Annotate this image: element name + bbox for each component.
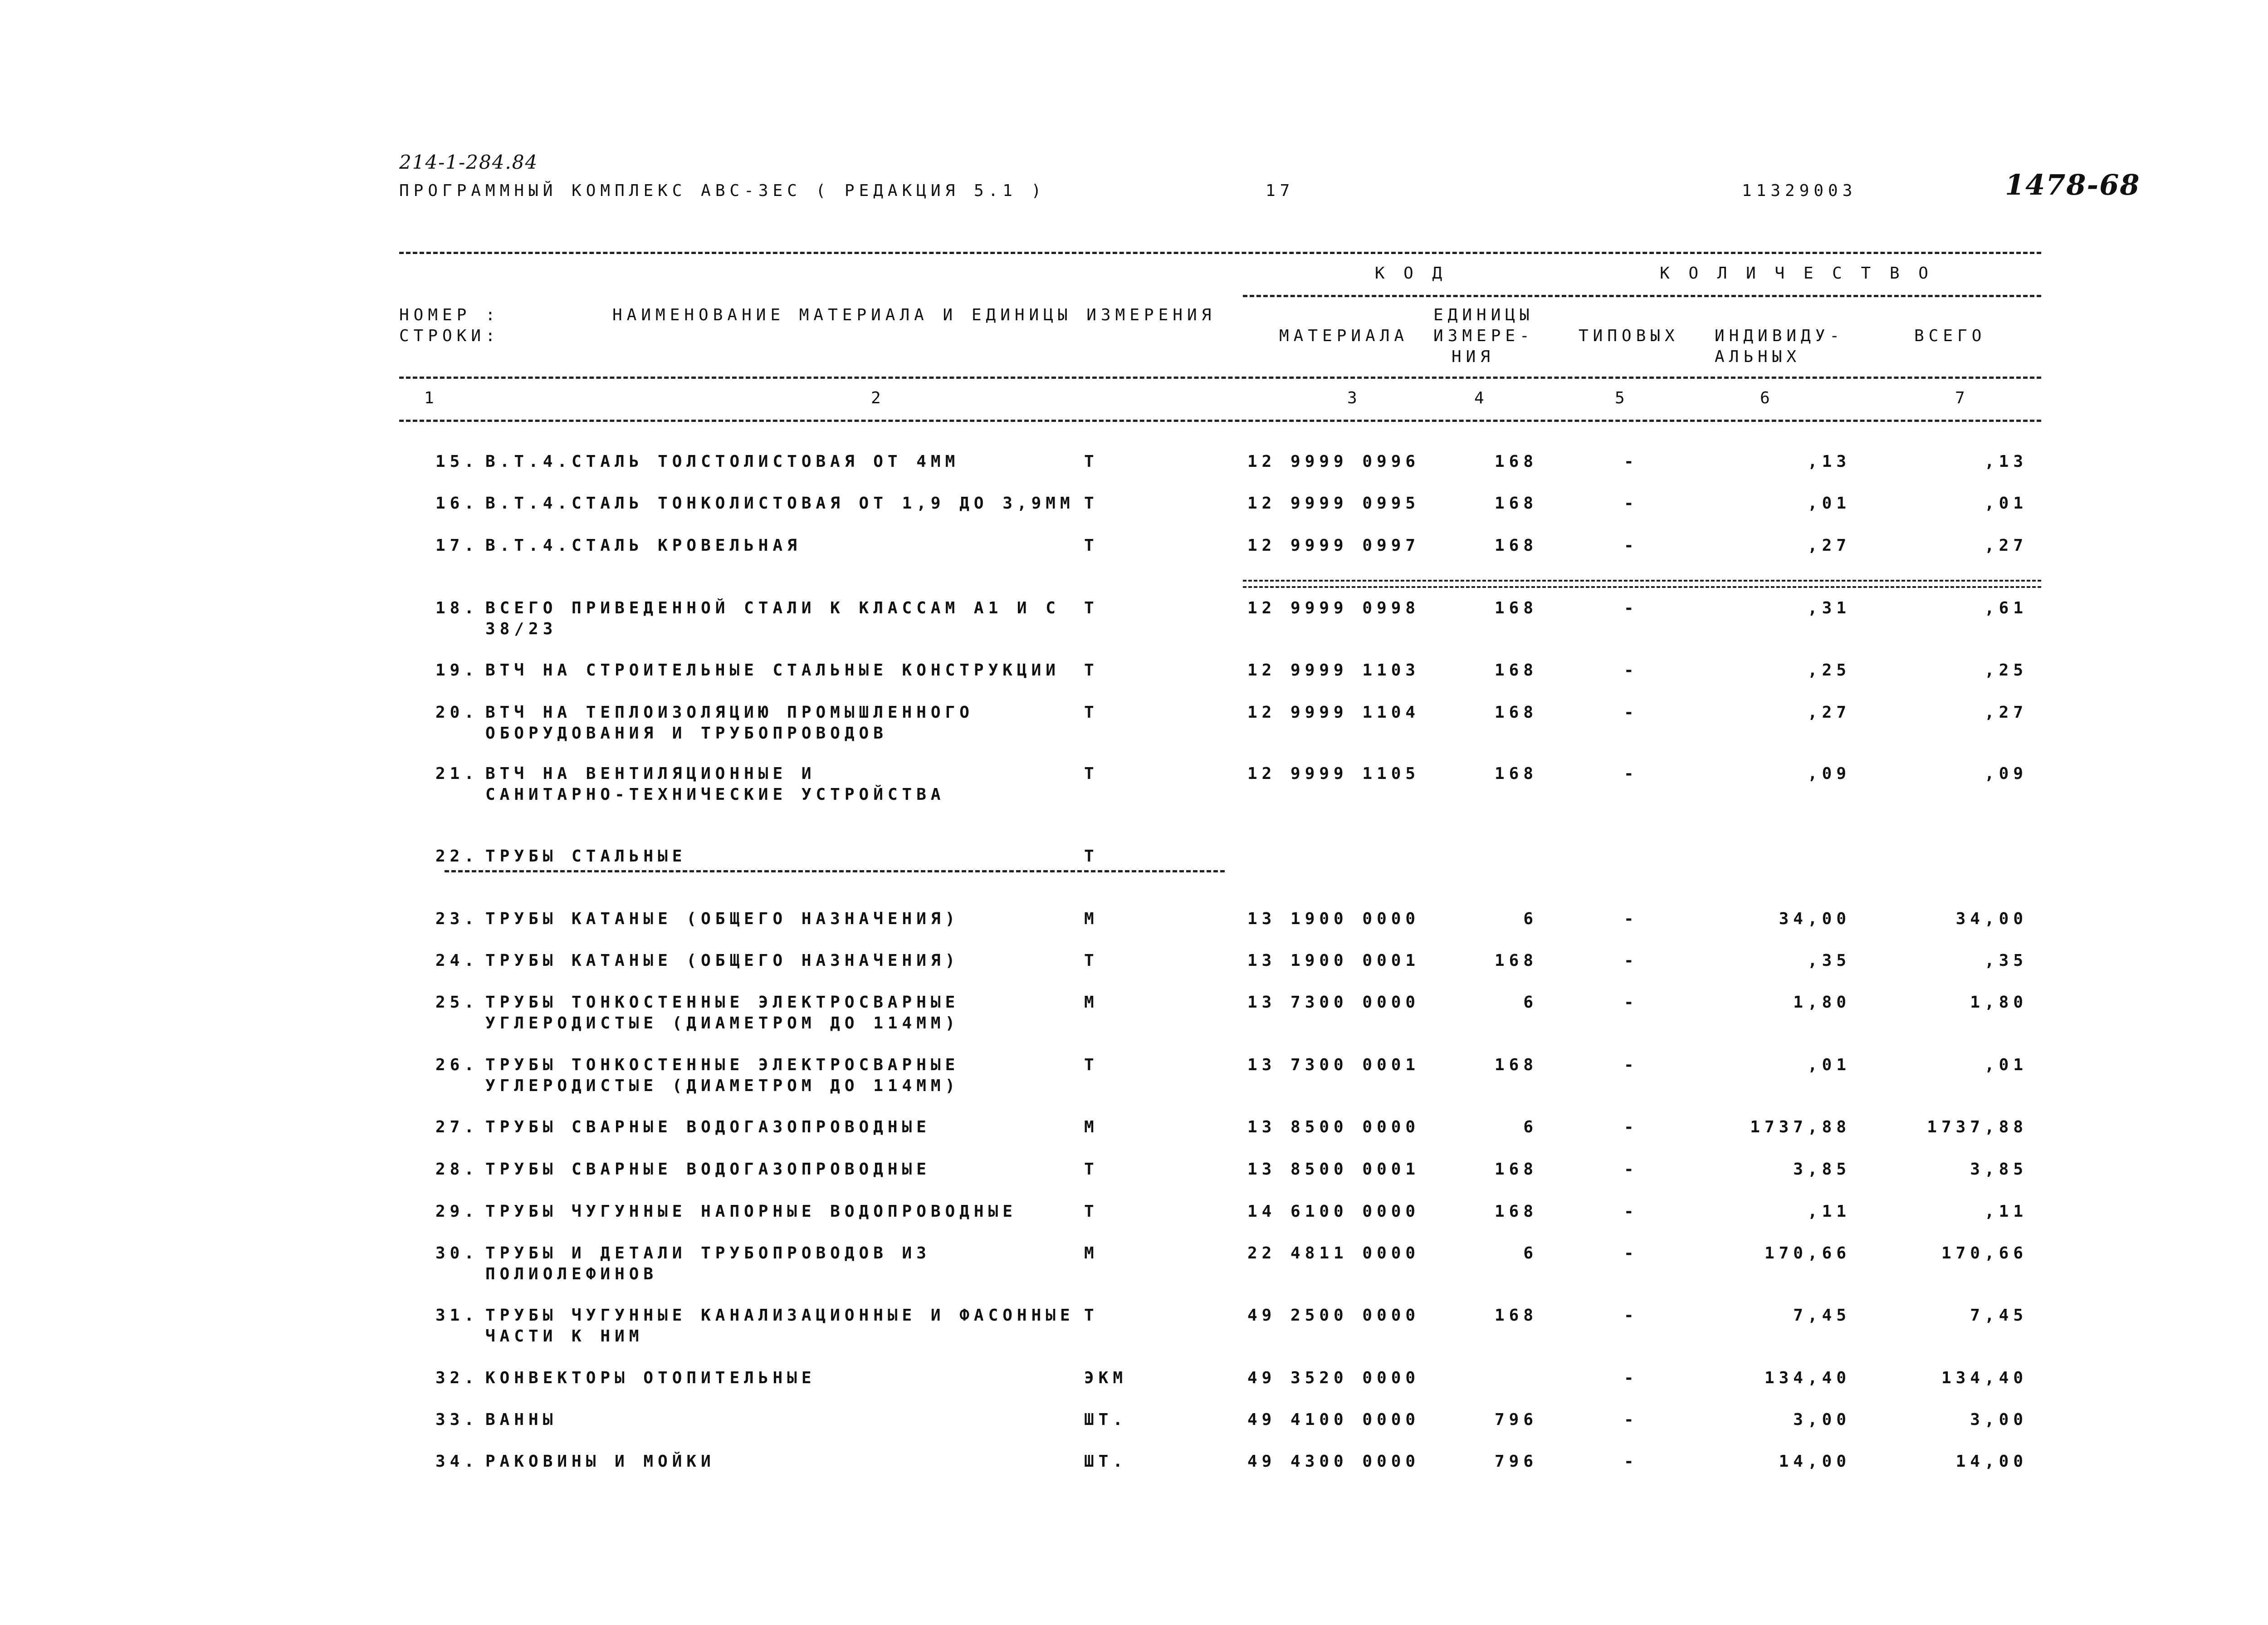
row-number: 26.: [435, 1056, 479, 1074]
row-individual: ,27: [1807, 703, 1851, 722]
row-total: ,61: [1984, 599, 2028, 617]
header-typical: ТИПОВЫХ: [1579, 327, 1679, 345]
row-number: 16.: [435, 494, 479, 513]
header-row-number-2: СТРОКИ:: [399, 327, 500, 345]
header-quantity: К О Л И Ч Е С Т В О: [1660, 264, 1933, 283]
row-individual: 134,40: [1764, 1369, 1851, 1387]
row-typical: -: [1624, 1452, 1638, 1471]
row-individual: ,01: [1807, 494, 1851, 513]
row-material-code: 49 2500 0000: [1247, 1306, 1420, 1325]
row-individual: 7,45: [1793, 1306, 1851, 1325]
col-number-2: 2: [871, 389, 885, 407]
header-row-number-1: НОМЕР :: [399, 306, 500, 324]
row-typical: -: [1624, 703, 1638, 722]
row-typical: -: [1624, 1056, 1638, 1074]
col-number-5: 5: [1615, 389, 1629, 407]
row-unit-code: 796: [1494, 1452, 1538, 1471]
row-material-code: 13 8500 0000: [1247, 1118, 1420, 1136]
row-unit: М: [1084, 1244, 1099, 1263]
row-unit-code: 6: [1523, 1118, 1538, 1136]
row-material-code: 13 8500 0001: [1247, 1160, 1420, 1179]
row-name: ВТЧ НА СТРОИТЕЛЬНЫЕ СТАЛЬНЫЕ КОНСТРУКЦИИ: [485, 661, 1060, 680]
row-unit: Т: [1084, 703, 1099, 722]
row-material-code: 49 4300 0000: [1247, 1452, 1420, 1471]
row-material-code: 12 9999 0997: [1247, 536, 1420, 555]
row-unit: Т: [1084, 1160, 1099, 1179]
row-typical: -: [1624, 1118, 1638, 1136]
row-number: 34.: [435, 1452, 479, 1471]
row-material-code: 13 7300 0000: [1247, 993, 1420, 1012]
row-number: 22.: [435, 847, 479, 866]
row-typical: -: [1624, 536, 1638, 555]
row-typical: -: [1624, 1410, 1638, 1429]
row-number: 33.: [435, 1410, 479, 1429]
header-unit-1: ЕДИНИЦЫ: [1433, 306, 1534, 324]
row-unit: Т: [1084, 1202, 1099, 1221]
row-individual: 1737,88: [1750, 1118, 1851, 1136]
column-numbers-rule: [399, 420, 2041, 422]
row-material-code: 13 1900 0001: [1247, 951, 1420, 970]
row-name: КОНВЕКТОРЫ ОТОПИТЕЛЬНЫЕ: [485, 1369, 816, 1387]
row-typical: -: [1624, 1306, 1638, 1325]
row-unit: ЭКМ: [1084, 1369, 1128, 1387]
row-total: 1,80: [1970, 993, 2028, 1012]
row-individual: 170,66: [1764, 1244, 1851, 1263]
row-typical: -: [1624, 764, 1638, 783]
row-number: 17.: [435, 536, 479, 555]
row-unit: М: [1084, 993, 1099, 1012]
row-number: 18.: [435, 599, 479, 617]
header-top-rule: [399, 252, 2041, 254]
row-material-code: 13 7300 0001: [1247, 1056, 1420, 1074]
row-typical: -: [1624, 1244, 1638, 1263]
row-total: ,13: [1984, 452, 2028, 471]
row-unit: Т: [1084, 1306, 1099, 1325]
row-number: 31.: [435, 1306, 479, 1325]
row-total: 34,00: [1955, 910, 2028, 928]
row-material-code: 22 4811 0000: [1247, 1244, 1420, 1263]
row-individual: 14,00: [1779, 1452, 1851, 1471]
row-unit: Т: [1084, 599, 1099, 617]
row-unit: М: [1084, 1118, 1099, 1136]
program-title: ПРОГРАММНЫЙ КОМПЛЕКС АВС-ЗЕС ( РЕДАКЦИЯ 5.1 ): [399, 181, 1046, 200]
row-unit-code: 168: [1494, 1202, 1538, 1221]
row-individual: ,27: [1807, 536, 1851, 555]
row-name-continuation: ЧАСТИ К НИМ: [485, 1327, 644, 1346]
row-typical: -: [1624, 951, 1638, 970]
header-individual-1: ИНДИВИДУ-: [1715, 327, 1844, 345]
row-total: 134,40: [1941, 1369, 2028, 1387]
row-individual: ,01: [1807, 1056, 1851, 1074]
row-total: ,09: [1984, 764, 2028, 783]
row-unit-code: 168: [1494, 452, 1538, 471]
row-name: ТРУБЫ СВАРНЫЕ ВОДОГАЗОПРОВОДНЫЕ: [485, 1160, 931, 1179]
row-unit-code: 168: [1494, 1056, 1538, 1074]
row-material-code: 12 9999 1105: [1247, 764, 1420, 783]
row-number: 19.: [435, 661, 479, 680]
row-material-code: 49 3520 0000: [1247, 1369, 1420, 1387]
col-number-7: 7: [1955, 389, 1970, 407]
section-underline: [445, 870, 1225, 872]
row-name-continuation: УГЛЕРОДИСТЫЕ (ДИАМЕТРОМ ДО 114ММ): [485, 1014, 960, 1033]
row-individual: ,09: [1807, 764, 1851, 783]
header-unit-2: ИЗМЕРЕ-: [1433, 327, 1534, 345]
header-code: К О Д: [1374, 264, 1447, 283]
row-name: ТРУБЫ КАТАНЫЕ (ОБЩЕГО НАЗНАЧЕНИЯ): [485, 951, 960, 970]
row-unit: Т: [1084, 1056, 1099, 1074]
row-name: ТРУБЫ ТОНКОСТЕННЫЕ ЭЛЕКТРОСВАРНЫЕ: [485, 1056, 960, 1074]
code-group-rule: [1243, 295, 2041, 297]
row-typical: -: [1624, 1369, 1638, 1387]
row-unit-code: 6: [1523, 993, 1538, 1012]
row-total: ,35: [1984, 951, 2028, 970]
row-individual: 3,00: [1793, 1410, 1851, 1429]
header-total: ВСЕГО: [1914, 327, 1986, 345]
row-name: ТРУБЫ СТАЛЬНЫЕ: [485, 847, 687, 866]
col-number-4: 4: [1474, 389, 1489, 407]
page-number: 17: [1266, 181, 1295, 200]
row-number: 28.: [435, 1160, 479, 1179]
row-number: 29.: [435, 1202, 479, 1221]
row-number: 15.: [435, 452, 479, 471]
row-unit: Т: [1084, 494, 1099, 513]
row-name: ТРУБЫ ЧУГУННЫЕ НАПОРНЫЕ ВОДОПРОВОДНЫЕ: [485, 1202, 1017, 1221]
row-typical: -: [1624, 1160, 1638, 1179]
row-individual: ,35: [1807, 951, 1851, 970]
row-unit-code: 168: [1494, 599, 1538, 617]
row-typical: -: [1624, 993, 1638, 1012]
col-number-6: 6: [1760, 389, 1774, 407]
row-material-code: 12 9999 1103: [1247, 661, 1420, 680]
row-name-continuation: ПОЛИОЛЕФИНОВ: [485, 1265, 658, 1283]
header-name: НАИМЕНОВАНИЕ МАТЕРИАЛА И ЕДИНИЦЫ ИЗМЕРЕНИЯ: [612, 306, 1216, 324]
row-individual: 1,80: [1793, 993, 1851, 1012]
row-unit: Т: [1084, 951, 1099, 970]
row-material-code: 49 4100 0000: [1247, 1410, 1420, 1429]
row-total: 3,00: [1970, 1410, 2028, 1429]
row-total: ,11: [1984, 1202, 2028, 1221]
row-material-code: 12 9999 1104: [1247, 703, 1420, 722]
row-name-continuation: 38/23: [485, 620, 557, 638]
row-name: ТРУБЫ КАТАНЫЕ (ОБЩЕГО НАЗНАЧЕНИЯ): [485, 910, 960, 928]
row-material-code: 12 9999 0996: [1247, 452, 1420, 471]
header-material: МАТЕРИАЛА: [1279, 327, 1409, 345]
row-unit: М: [1084, 910, 1099, 928]
row-typical: -: [1624, 494, 1638, 513]
row-name: ТРУБЫ ТОНКОСТЕННЫЕ ЭЛЕКТРОСВАРНЫЕ: [485, 993, 960, 1012]
row-number: 32.: [435, 1369, 479, 1387]
row-name-continuation: ОБОРУДОВАНИЯ И ТРУБОПРОВОДОВ: [485, 724, 888, 743]
row-unit: Т: [1084, 847, 1099, 866]
row-unit-code: 168: [1494, 661, 1538, 680]
row-material-code: 14 6100 0000: [1247, 1202, 1420, 1221]
row-unit-code: 168: [1494, 764, 1538, 783]
row-unit-code: 796: [1494, 1410, 1538, 1429]
row-name: В.Т.4.СТАЛЬ ТОНКОЛИСТОВАЯ ОТ 1,9 ДО 3,9ММ: [485, 494, 1075, 513]
row-number: 23.: [435, 910, 479, 928]
row-typical: -: [1624, 661, 1638, 680]
row-total: 1737,88: [1927, 1118, 2028, 1136]
row-unit: ШТ.: [1084, 1452, 1128, 1471]
row-unit-code: 6: [1523, 910, 1538, 928]
row-individual: ,11: [1807, 1202, 1851, 1221]
row-name: ВСЕГО ПРИВЕДЕННОЙ СТАЛИ К КЛАССАМ А1 И С: [485, 599, 1060, 617]
row-total: 7,45: [1970, 1306, 2028, 1325]
row-unit-code: 168: [1494, 951, 1538, 970]
document-number: 214-1-284.84: [399, 151, 538, 173]
row-unit-code: 168: [1494, 536, 1538, 555]
row-number: 25.: [435, 993, 479, 1012]
row-total: ,27: [1984, 703, 2028, 722]
row-name: ТРУБЫ И ДЕТАЛИ ТРУБОПРОВОДОВ ИЗ: [485, 1244, 931, 1263]
row-individual: 3,85: [1793, 1160, 1851, 1179]
row-total: 14,00: [1955, 1452, 2028, 1471]
row-typical: -: [1624, 1202, 1638, 1221]
row-individual: ,13: [1807, 452, 1851, 471]
row-unit-code: 168: [1494, 494, 1538, 513]
row-number: 30.: [435, 1244, 479, 1263]
col-number-1: 1: [424, 389, 439, 407]
row-total: 170,66: [1941, 1244, 2028, 1263]
header-bottom-rule: [399, 377, 2041, 379]
row-typical: -: [1624, 910, 1638, 928]
col-number-3: 3: [1347, 389, 1362, 407]
document-code: 11329003: [1742, 181, 1857, 200]
handwritten-stamp: 1478-68: [2005, 168, 2141, 201]
row-name: В.Т.4.СТАЛЬ КРОВЕЛЬНАЯ: [485, 536, 802, 555]
row-material-code: 12 9999 0995: [1247, 494, 1420, 513]
row-unit: Т: [1084, 452, 1099, 471]
row-name: ВАННЫ: [485, 1410, 557, 1429]
row-unit-code: 6: [1523, 1244, 1538, 1263]
row-name: ВТЧ НА ТЕПЛОИЗОЛЯЦИЮ ПРОМЫШЛЕННОГО: [485, 703, 974, 722]
row-unit: Т: [1084, 764, 1099, 783]
row-number: 21.: [435, 764, 479, 783]
row-name: ВТЧ НА ВЕНТИЛЯЦИОННЫЕ И: [485, 764, 816, 783]
row-individual: ,31: [1807, 599, 1851, 617]
row-unit-code: 168: [1494, 1306, 1538, 1325]
row-material-code: 13 1900 0000: [1247, 910, 1420, 928]
row-name: В.Т.4.СТАЛЬ ТОЛСТОЛИСТОВАЯ ОТ 4ММ: [485, 452, 960, 471]
header-unit-3: НИЯ: [1452, 348, 1495, 366]
row-name: ТРУБЫ ЧУГУННЫЕ КАНАЛИЗАЦИОННЫЕ И ФАСОННЫЕ: [485, 1306, 1075, 1325]
row-typical: -: [1624, 599, 1638, 617]
row-number: 20.: [435, 703, 479, 722]
row-individual: 34,00: [1779, 910, 1851, 928]
row-number: 24.: [435, 951, 479, 970]
header-individual-2: АЛЬНЫХ: [1715, 348, 1801, 366]
row-unit-code: 168: [1494, 1160, 1538, 1179]
row-total: ,25: [1984, 661, 2028, 680]
row-total: ,01: [1984, 1056, 2028, 1074]
row-unit: ШТ.: [1084, 1410, 1128, 1429]
row-name: РАКОВИНЫ И МОЙКИ: [485, 1452, 715, 1471]
row-unit: Т: [1084, 661, 1099, 680]
row-name: ТРУБЫ СВАРНЫЕ ВОДОГАЗОПРОВОДНЫЕ: [485, 1118, 931, 1136]
row-unit: Т: [1084, 536, 1099, 555]
row-individual: ,25: [1807, 661, 1851, 680]
row-name-continuation: УГЛЕРОДИСТЫЕ (ДИАМЕТРОМ ДО 114ММ): [485, 1077, 960, 1095]
row-name-continuation: САНИТАРНО-ТЕХНИЧЕСКИЕ УСТРОЙСТВА: [485, 785, 945, 804]
subtotal-separator: [1243, 580, 2041, 588]
row-material-code: 12 9999 0998: [1247, 599, 1420, 617]
row-number: 27.: [435, 1118, 479, 1136]
row-total: ,01: [1984, 494, 2028, 513]
row-total: ,27: [1984, 536, 2028, 555]
row-unit-code: 168: [1494, 703, 1538, 722]
row-total: 3,85: [1970, 1160, 2028, 1179]
row-typical: -: [1624, 452, 1638, 471]
